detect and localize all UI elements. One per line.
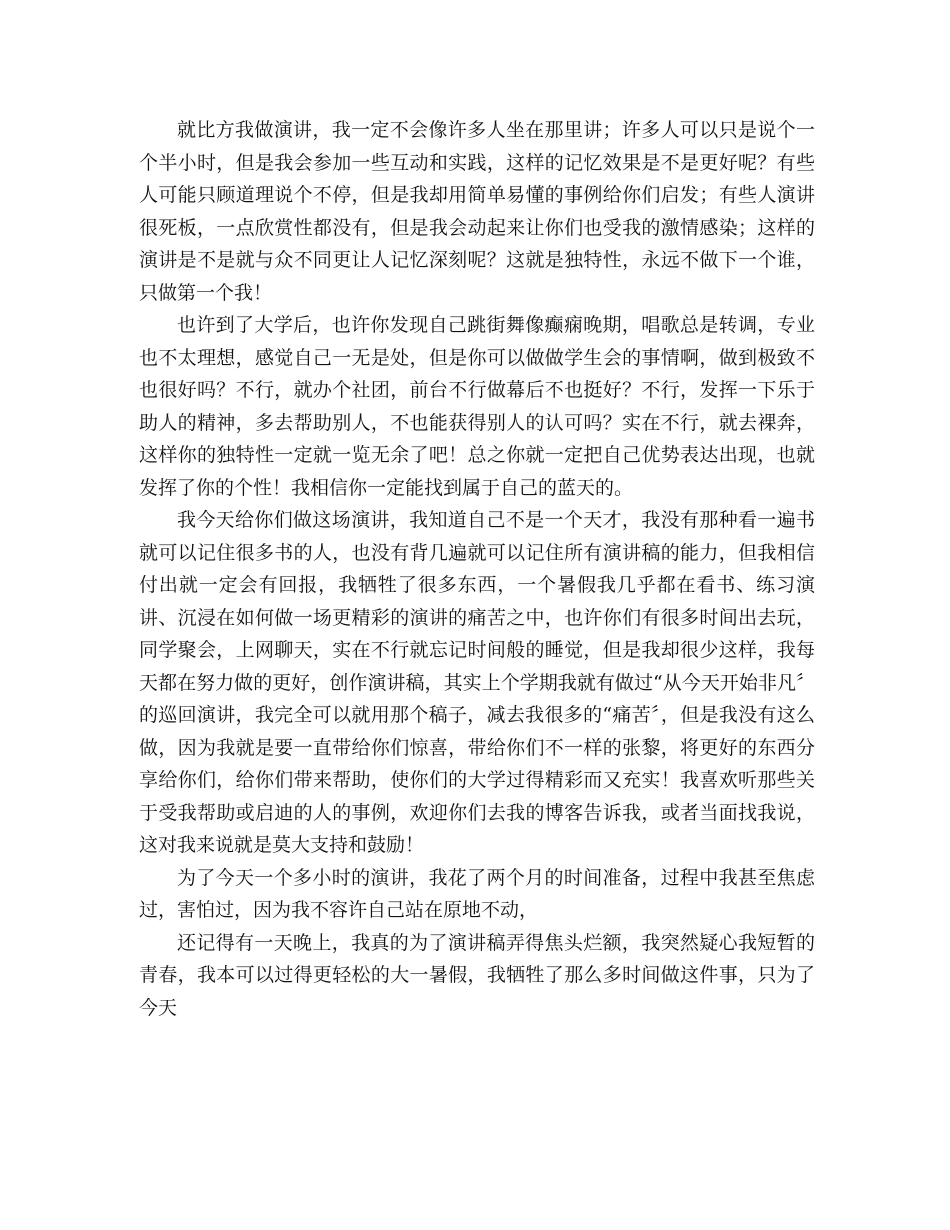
paragraph: 为了今天一个多小时的演讲，我花了两个月的时间准备，过程中我甚至焦虑过，害怕过，因为我不容许自己站在原地不动， [139,866,815,921]
paragraph: 我今天给你们做这场演讲，我知道自己不是一个天才，我没有那种看一遍书就可以记住很多书的人，也没有背几遍就可以记住所有演讲稿的能力，但我相信付出就一定会有回报，我牺牲了很多东西，一个暑假我几乎都在看书、练习演讲、沉浸在如何做一场更精彩的演讲的痛苦之中，也许你们有很多时间出去玩，同学聚会，上网聊天，实在不行就忘记时间般的睡觉，但是我却很少这样，我每天都在努力做的更好，创作演讲稿，其实上个学期我就有做过“从今天开始非凡〞的巡回演讲，我完全可以就用那个稿子，减去我很多的“痛苦〞，但是我没有这么做，因为我就是要一直带给你们惊喜，带给你们不一样的张黎，将更好的东西分享给你们，给你们带来帮助，使你们的大学过得精彩而又充实！我喜欢听那些关于受我帮助或启迪的人的事例，欢迎你们去我的博客告诉我，或者当面找我说，这对我来说就是莫大支持和鼓励！ [139,509,815,856]
paragraph: 就比方我做演讲，我一定不会像许多人坐在那里讲；许多人可以只是说个一个半小时，但是我会参加一些互动和实践，这样的记忆效果是不是更好呢？有些人可能只顾道理说个不停，但是我却用简单易懂的事例给你们启发；有些人演讲很死板，一点欣赏性都没有，但是我会动起来让你们也受我的激情感染；这样的演讲是不是就与众不同更让人记忆深刻呢？这就是独特性，永远不做下一个谁，只做第一个我！ [139,119,815,304]
paragraph: 还记得有一天晚上，我真的为了演讲稿弄得焦头烂额，我突然疑心我短暂的青春，我本可以过得更轻松的大一暑假，我牺牲了那么多时间做这件事，只为了今天 [139,931,815,1019]
document-body [139,114,815,1024]
paragraph: 也许到了大学后，也许你发现自己跳街舞像癫痫晚期，唱歌总是转调，专业也不太理想，感觉自己一无是处，但是你可以做做学生会的事情啊，做到极致不也很好吗？不行，就办个社团，前台不行做幕后不也挺好？不行，发挥一下乐于助人的精神，多去帮助别人，不也能获得别人的认可吗？实在不行，就去裸奔，这样你的独特性一定就一览无余了吧！总之你就一定把自己优势表达出现，也就发挥了你的个性！我相信你一定能找到属于自己的蓝天的。 [139,314,815,499]
